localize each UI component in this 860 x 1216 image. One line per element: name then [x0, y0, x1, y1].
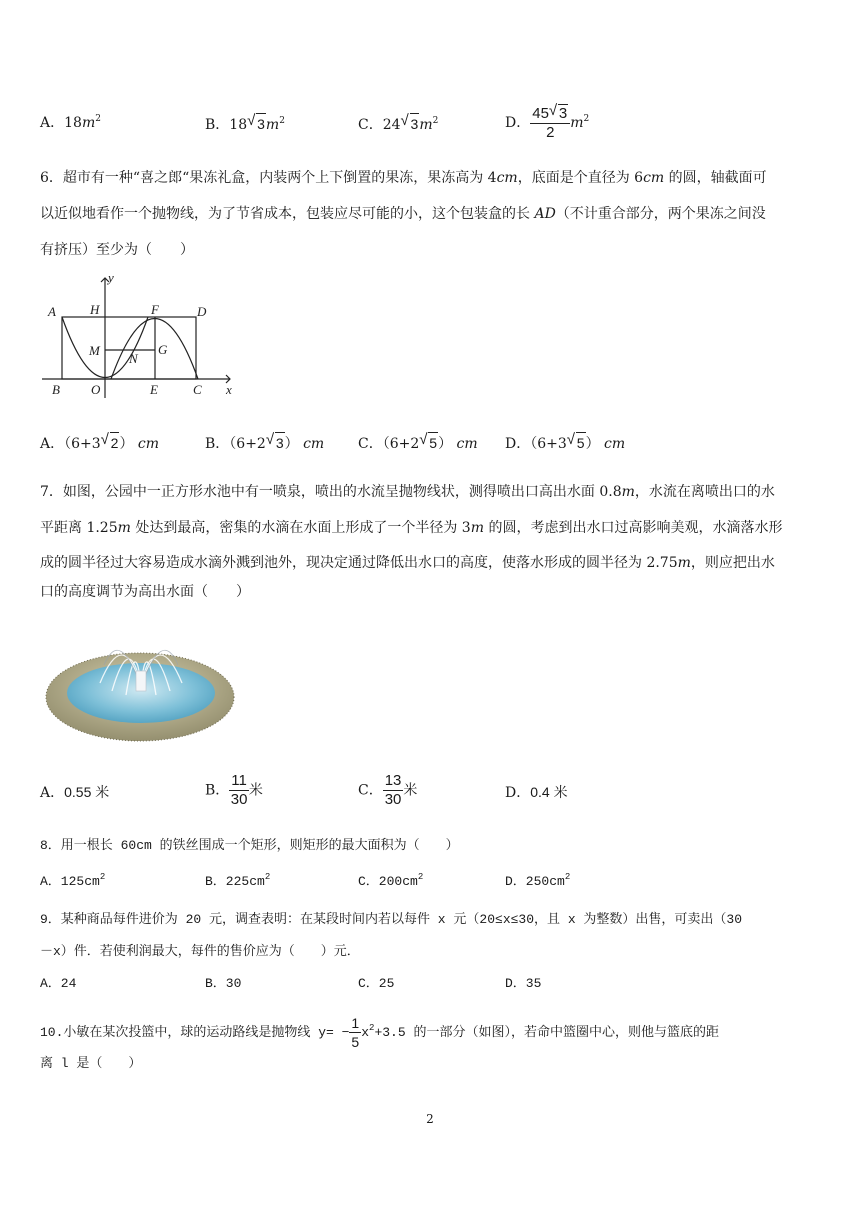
q6-option-a: A．（6+3 √ 2） cm [40, 431, 160, 452]
q7-option-c: C． $\frac{13}{30}$ 米 [358, 772, 418, 808]
label-a: A [48, 304, 56, 319]
q6-stem-line2: 以近似地看作一个抛物线，为了节省成本，包装应尽可能的小，这个包装盒的长 AD（不计重合部分，两个果冻之间没 [40, 206, 766, 222]
fountain-illustration [44, 625, 240, 745]
label-g: G [158, 342, 168, 357]
label-m: M [89, 343, 100, 358]
q9-option-d: D．35 [505, 976, 542, 991]
q5-option-c: C．24 √ $3m^2$ [358, 112, 439, 133]
q7-stem-line2: 平距离 1.25m 处达到最高，密集的水滴在水面上形成了一个半径为 3m 的圆，考虑到出水口过高影响美观，水滴落水形 [40, 520, 783, 536]
page-number: 2 [426, 1112, 434, 1126]
q7-option-b: B． $\frac{11}{30}$ 米 [205, 772, 263, 808]
q5-option-d: D． 45 √ 3 2 $m^2$ [505, 102, 590, 141]
q5-option-a: A．$18m^2$ [40, 114, 101, 131]
q9-option-b: B．30 [205, 976, 242, 991]
q8-option-b: B．$225cm^2$ [205, 872, 271, 889]
q7-stem-line4: 口的高度调节为高出水面（ ） [40, 584, 250, 600]
q6-option-c: C．（6+2 √ 5） cm [358, 431, 478, 452]
q9-option-a: A．24 [40, 976, 77, 991]
label-h: H [90, 302, 100, 317]
q8-stem: 8．用一根长 60cm 的铁丝围成一个矩形，则矩形的最大面积为（ ） [40, 838, 459, 853]
label-b: B [52, 382, 60, 397]
label-f: F [151, 302, 159, 317]
box-rect [62, 317, 196, 379]
fountain-base [136, 671, 146, 691]
q6-option-d: D．（6+3 √ 5） cm [505, 431, 626, 452]
q10-stem-line1: 10.小敏在某次投篮中，球的运动路线是抛物线 y= − $\frac{1}{5}$ $x^2+3.5$ 的一部分（如图），若命中篮圈中心，则他与篮底的距 [40, 1015, 719, 1050]
label-c: C [193, 382, 202, 397]
label-x: x [226, 382, 232, 397]
q7-option-d: D．0.4 米 [505, 784, 568, 801]
q8-option-d: D．$250cm^2$ [505, 872, 571, 889]
q9-stem-line2: －x）件．若使利润最大，每件的售价应为（ ）元． [40, 944, 360, 959]
label-y: y [108, 270, 114, 285]
label-n: N [129, 351, 138, 366]
q6-stem-line1: 6．超市有一种“喜之郎“果冻礼盒，内装两个上下倒置的果冻，果冻高为 4cm，底面是个直径为 6cm 的圆，轴截面可 [40, 170, 767, 186]
label-e: E [150, 382, 158, 397]
q6-parabola-figure [40, 270, 240, 400]
q8-option-c: C．$200cm^2$ [358, 872, 424, 889]
q10-stem-line2: 离 l 是（ ） [40, 1056, 142, 1071]
q7-stem-line3: 成的圆半径过大容易造成水滴外溅到池外，现决定通过降低出水口的高度，使落水形成的圆半径为 2.75m，则应把出水 [40, 555, 775, 571]
label-o: O [91, 382, 101, 397]
q5-option-b: B．18 √ $3m^2$ [205, 112, 285, 133]
q9-option-c: C．25 [358, 976, 395, 991]
q9-stem-line1: 9．某种商品每件进价为 20 元，调查表明：在某段时间内若以每件 x 元（20≤x≤30，且 x 为整数）出售，可卖出（30 [40, 912, 743, 927]
q7-stem-line1: 7．如图，公园中一正方形水池中有一喷泉，喷出的水流呈抛物线状，测得喷出口高出水面 0.8m，水流在离喷出口的水 [40, 484, 775, 500]
q6-stem-line3: 有挤压）至少为（ ） [40, 242, 194, 258]
q8-option-a: A．$125cm^2$ [40, 872, 106, 889]
q7-option-a: A．0.55 米 [40, 784, 110, 801]
q6-option-b: B．（6+2 √ 3） cm [205, 431, 325, 452]
label-d: D [197, 304, 207, 319]
